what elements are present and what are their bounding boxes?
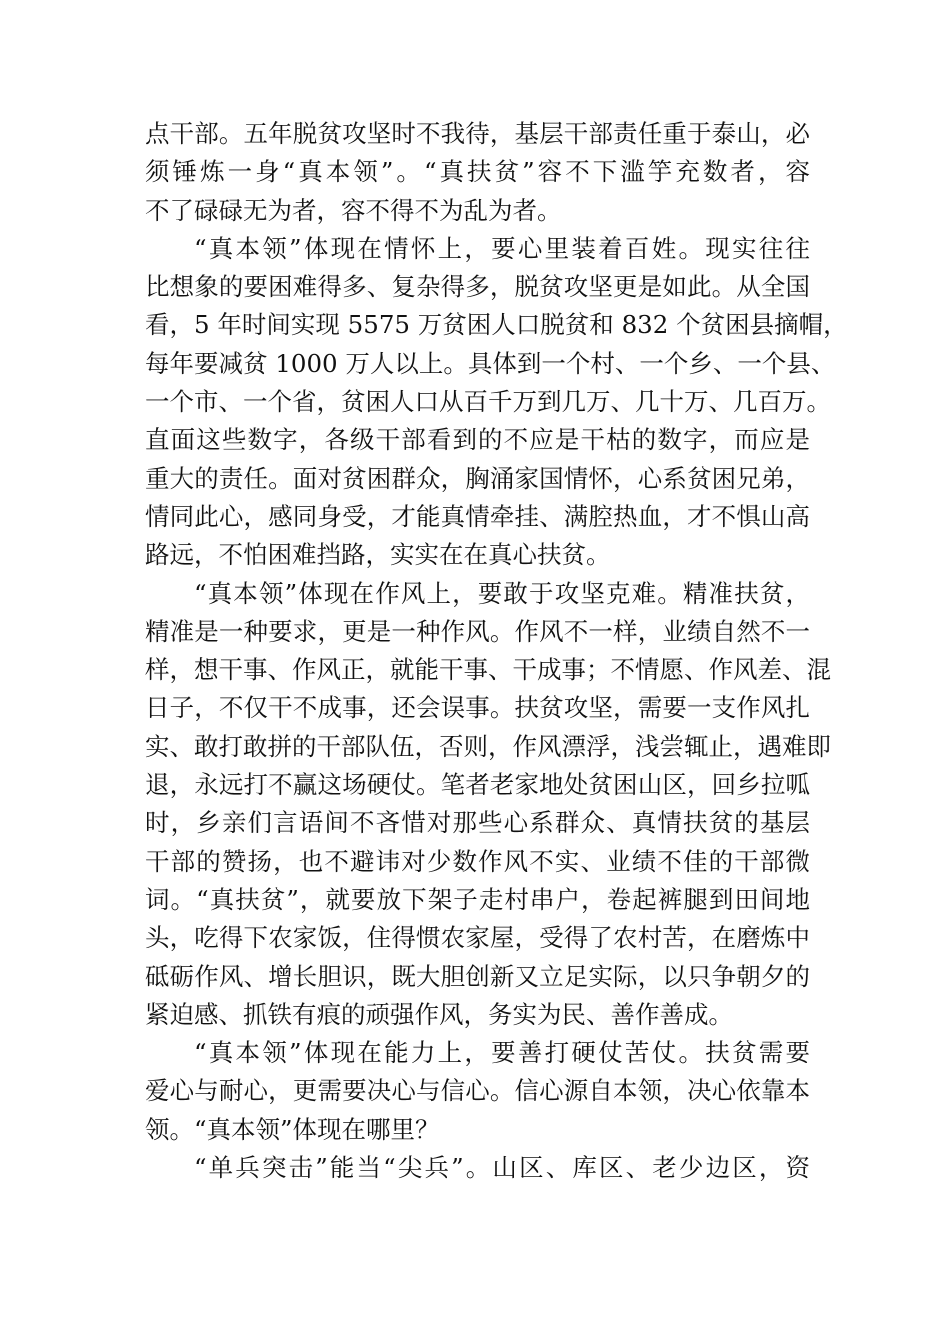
text-line: 紧迫感、抓铁有痕的顽强作风，务实为民、善作善成。 xyxy=(145,999,733,1029)
article-body xyxy=(145,115,848,1187)
text-line: 比想象的要困难得多、复杂得多，脱贫攻坚更是如此。从全国 xyxy=(145,272,810,302)
text-line: 词。“真扶贫”，就要放下架子走村串户，卷起裤腿到田间地 xyxy=(145,884,810,914)
text-line: 每年要减贫 1000 万人以上。具体到一个村、一个乡、一个县、 xyxy=(145,348,836,378)
text-line: “真本领”体现在作风上，要敢于攻坚克难。精准扶贫， xyxy=(194,578,810,608)
text-line: 退，永远打不赢这场硬仗。笔者老家地处贫困山区，回乡拉呱 xyxy=(145,770,810,800)
text-line: 直面这些数字，各级干部看到的不应是干枯的数字，而应是 xyxy=(145,425,810,455)
text-line: 不了碌碌无为者，容不得不为乱为者。 xyxy=(145,195,562,225)
text-line: 日子，不仅干不成事，还会误事。扶贫攻坚，需要一支作风扎 xyxy=(145,693,810,723)
text-line: 爱心与耐心，更需要决心与信心。信心源自本领，决心依靠本 xyxy=(145,1076,810,1106)
text-line: 一个市、一个省，贫困人口从百千万到几万、几十万、几百万。 xyxy=(145,387,831,417)
text-line: 路远，不怕困难挡路，实实在在真心扶贫。 xyxy=(145,540,611,570)
text-line: 时，乡亲们言语间不吝惜对那些心系群众、真情扶贫的基层 xyxy=(145,808,810,838)
text-line: 领。“真本领”体现在哪里？ xyxy=(145,1114,440,1144)
text-line: 须锤炼一身“真本领”。“真扶贫”容不下滥竽充数者，容 xyxy=(145,157,810,187)
text-line: 情同此心，感同身受，才能真情牵挂、满腔热血，才不惧山高 xyxy=(145,501,810,531)
text-line: “真本领”体现在能力上，要善打硬仗苦仗。扶贫需要 xyxy=(194,1038,810,1068)
text-line: 看，5 年时间实现 5575 万贫困人口脱贫和 832 个贫困县摘帽， xyxy=(145,310,848,340)
text-line: 头，吃得下农家饭，住得惯农家屋，受得了农村苦，在磨炼中 xyxy=(145,923,810,953)
text-line: 精准是一种要求，更是一种作风。作风不一样，业绩自然不一 xyxy=(145,616,810,646)
text-line: 重大的责任。面对贫困群众，胸涌家国情怀，心系贫困兄弟， xyxy=(145,463,810,493)
text-line: 干部的赞扬，也不避讳对少数作风不实、业绩不佳的干部微 xyxy=(145,846,810,876)
text-line: 样，想干事、作风正，就能干事、干成事；不情愿、作风差、混 xyxy=(145,655,831,685)
text-line: 点干部。五年脱贫攻坚时不我待，基层干部责任重于泰山，必 xyxy=(145,119,810,148)
text-line: “真本领”体现在情怀上，要心里装着百姓。现实往往 xyxy=(194,233,810,263)
text-line: 砥砺作风、增长胆识，既大胆创新又立足实际，以只争朝夕的 xyxy=(145,961,810,991)
text-line: 实、敢打敢拼的干部队伍，否则，作风漂浮，浅尝辄止，遇难即 xyxy=(145,731,831,761)
text-line: “单兵突击”能当“尖兵”。山区、库区、老少边区，资 xyxy=(194,1153,810,1183)
